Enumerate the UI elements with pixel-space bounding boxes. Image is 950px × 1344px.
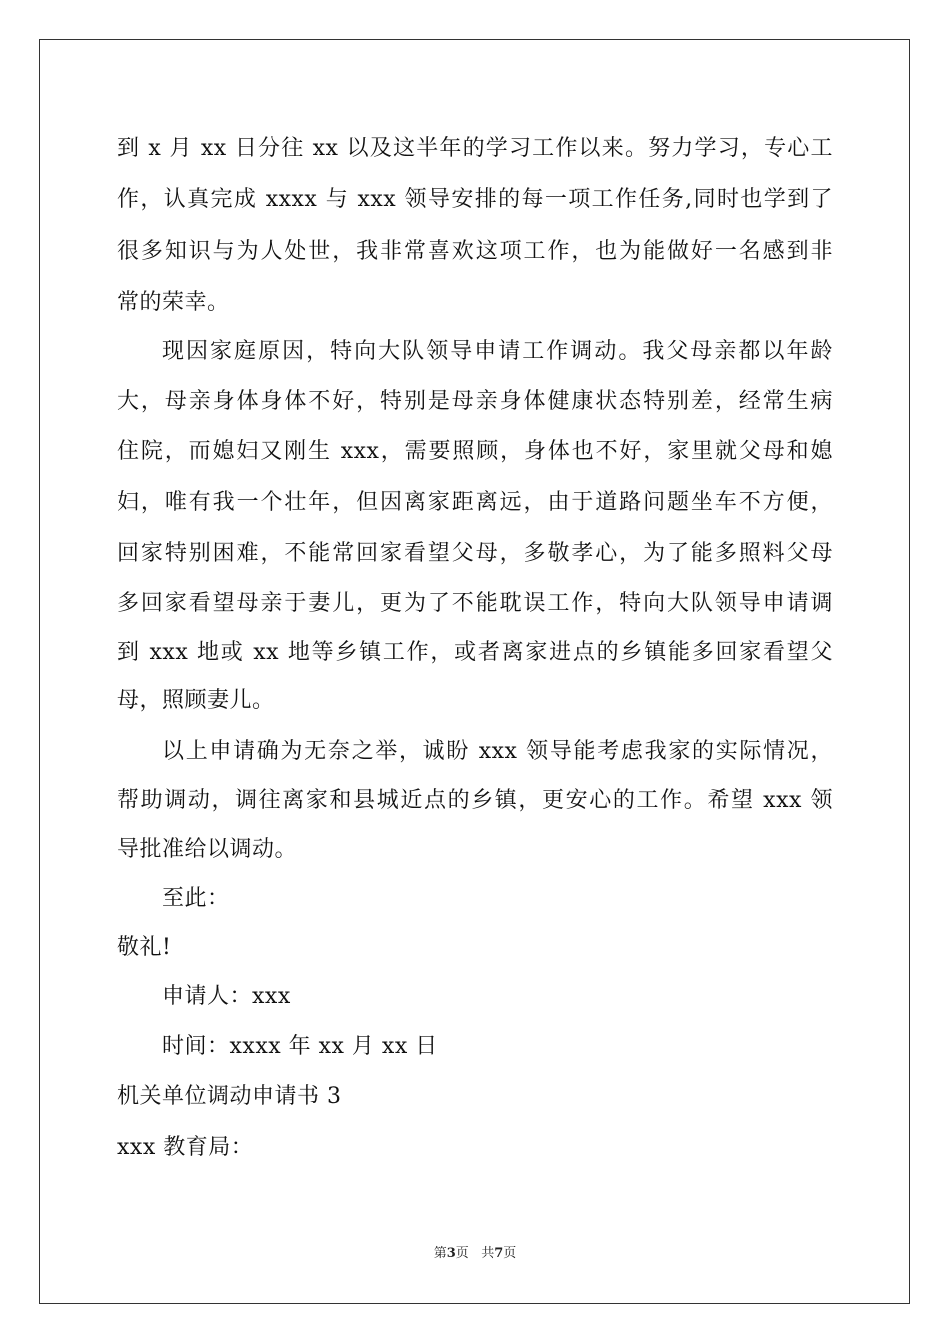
body-text-line: 作，认真完成 xxxx 与 xxx 领导安排的每一项工作任务,同时也学到了 xyxy=(117,187,833,212)
closing-salute: 敬礼! xyxy=(117,935,172,960)
salutation: xxx 教育局： xyxy=(117,1135,254,1160)
body-text-line: 母，照顾妻儿。 xyxy=(117,688,275,713)
page-border xyxy=(39,39,910,1304)
body-text-line: 现因家庭原因，特向大队领导申请工作调动。我父母亲都以年龄 xyxy=(162,339,833,364)
body-text-line: 到 x 月 xx 日分往 xx 以及这半年的学习工作以来。努力学习，专心工 xyxy=(117,136,833,161)
body-text-line: 很多知识与为人处世，我非常喜欢这项工作，也为能做好一名感到非 xyxy=(117,239,833,264)
page-total: 7 xyxy=(494,1246,504,1261)
body-text-line: 帮助调动，调往离家和县城近点的乡镇，更安心的工作。希望 xxx 领 xyxy=(117,788,833,813)
applicant-line: 申请人：xxx xyxy=(162,984,291,1009)
body-text-line: 回家特别困难，不能常回家看望父母，多敬孝心，为了能多照料父母 xyxy=(117,541,833,566)
page-mid: 页 共 xyxy=(455,1246,495,1261)
date-line: 时间：xxxx 年 xx 月 xx 日 xyxy=(162,1034,438,1059)
body-text-line: 导批准给以调动。 xyxy=(117,837,298,862)
body-text-line: 多回家看望母亲于妻儿，更为了不能耽误工作，特向大队领导申请调 xyxy=(117,591,833,616)
body-text-line: 住院，而媳妇又刚生 xxx，需要照顾，身体也不好，家里就父母和媳 xyxy=(117,439,833,464)
page-current: 3 xyxy=(446,1246,456,1261)
body-text-line: 以上申请确为无奈之举，诚盼 xxx 领导能考虑我家的实际情况， xyxy=(162,739,833,764)
body-text-line: 到 xxx 地或 xx 地等乡镇工作，或者离家进点的乡镇能多回家看望父 xyxy=(117,640,833,665)
page-prefix: 第 xyxy=(433,1246,447,1261)
section-title: 机关单位调动申请书 3 xyxy=(117,1084,342,1109)
body-text-line: 大，母亲身体身体不好，特别是母亲身体健康状态特别差，经常生病 xyxy=(117,389,833,414)
body-text-line: 常的荣幸。 xyxy=(117,290,230,315)
page-number-footer xyxy=(0,1246,950,1262)
body-text-line: 妇，唯有我一个壮年，但因离家距离远，由于道路问题坐车不方便， xyxy=(117,490,833,515)
closing-zhici: 至此： xyxy=(162,886,230,911)
page-suffix: 页 xyxy=(503,1246,517,1261)
